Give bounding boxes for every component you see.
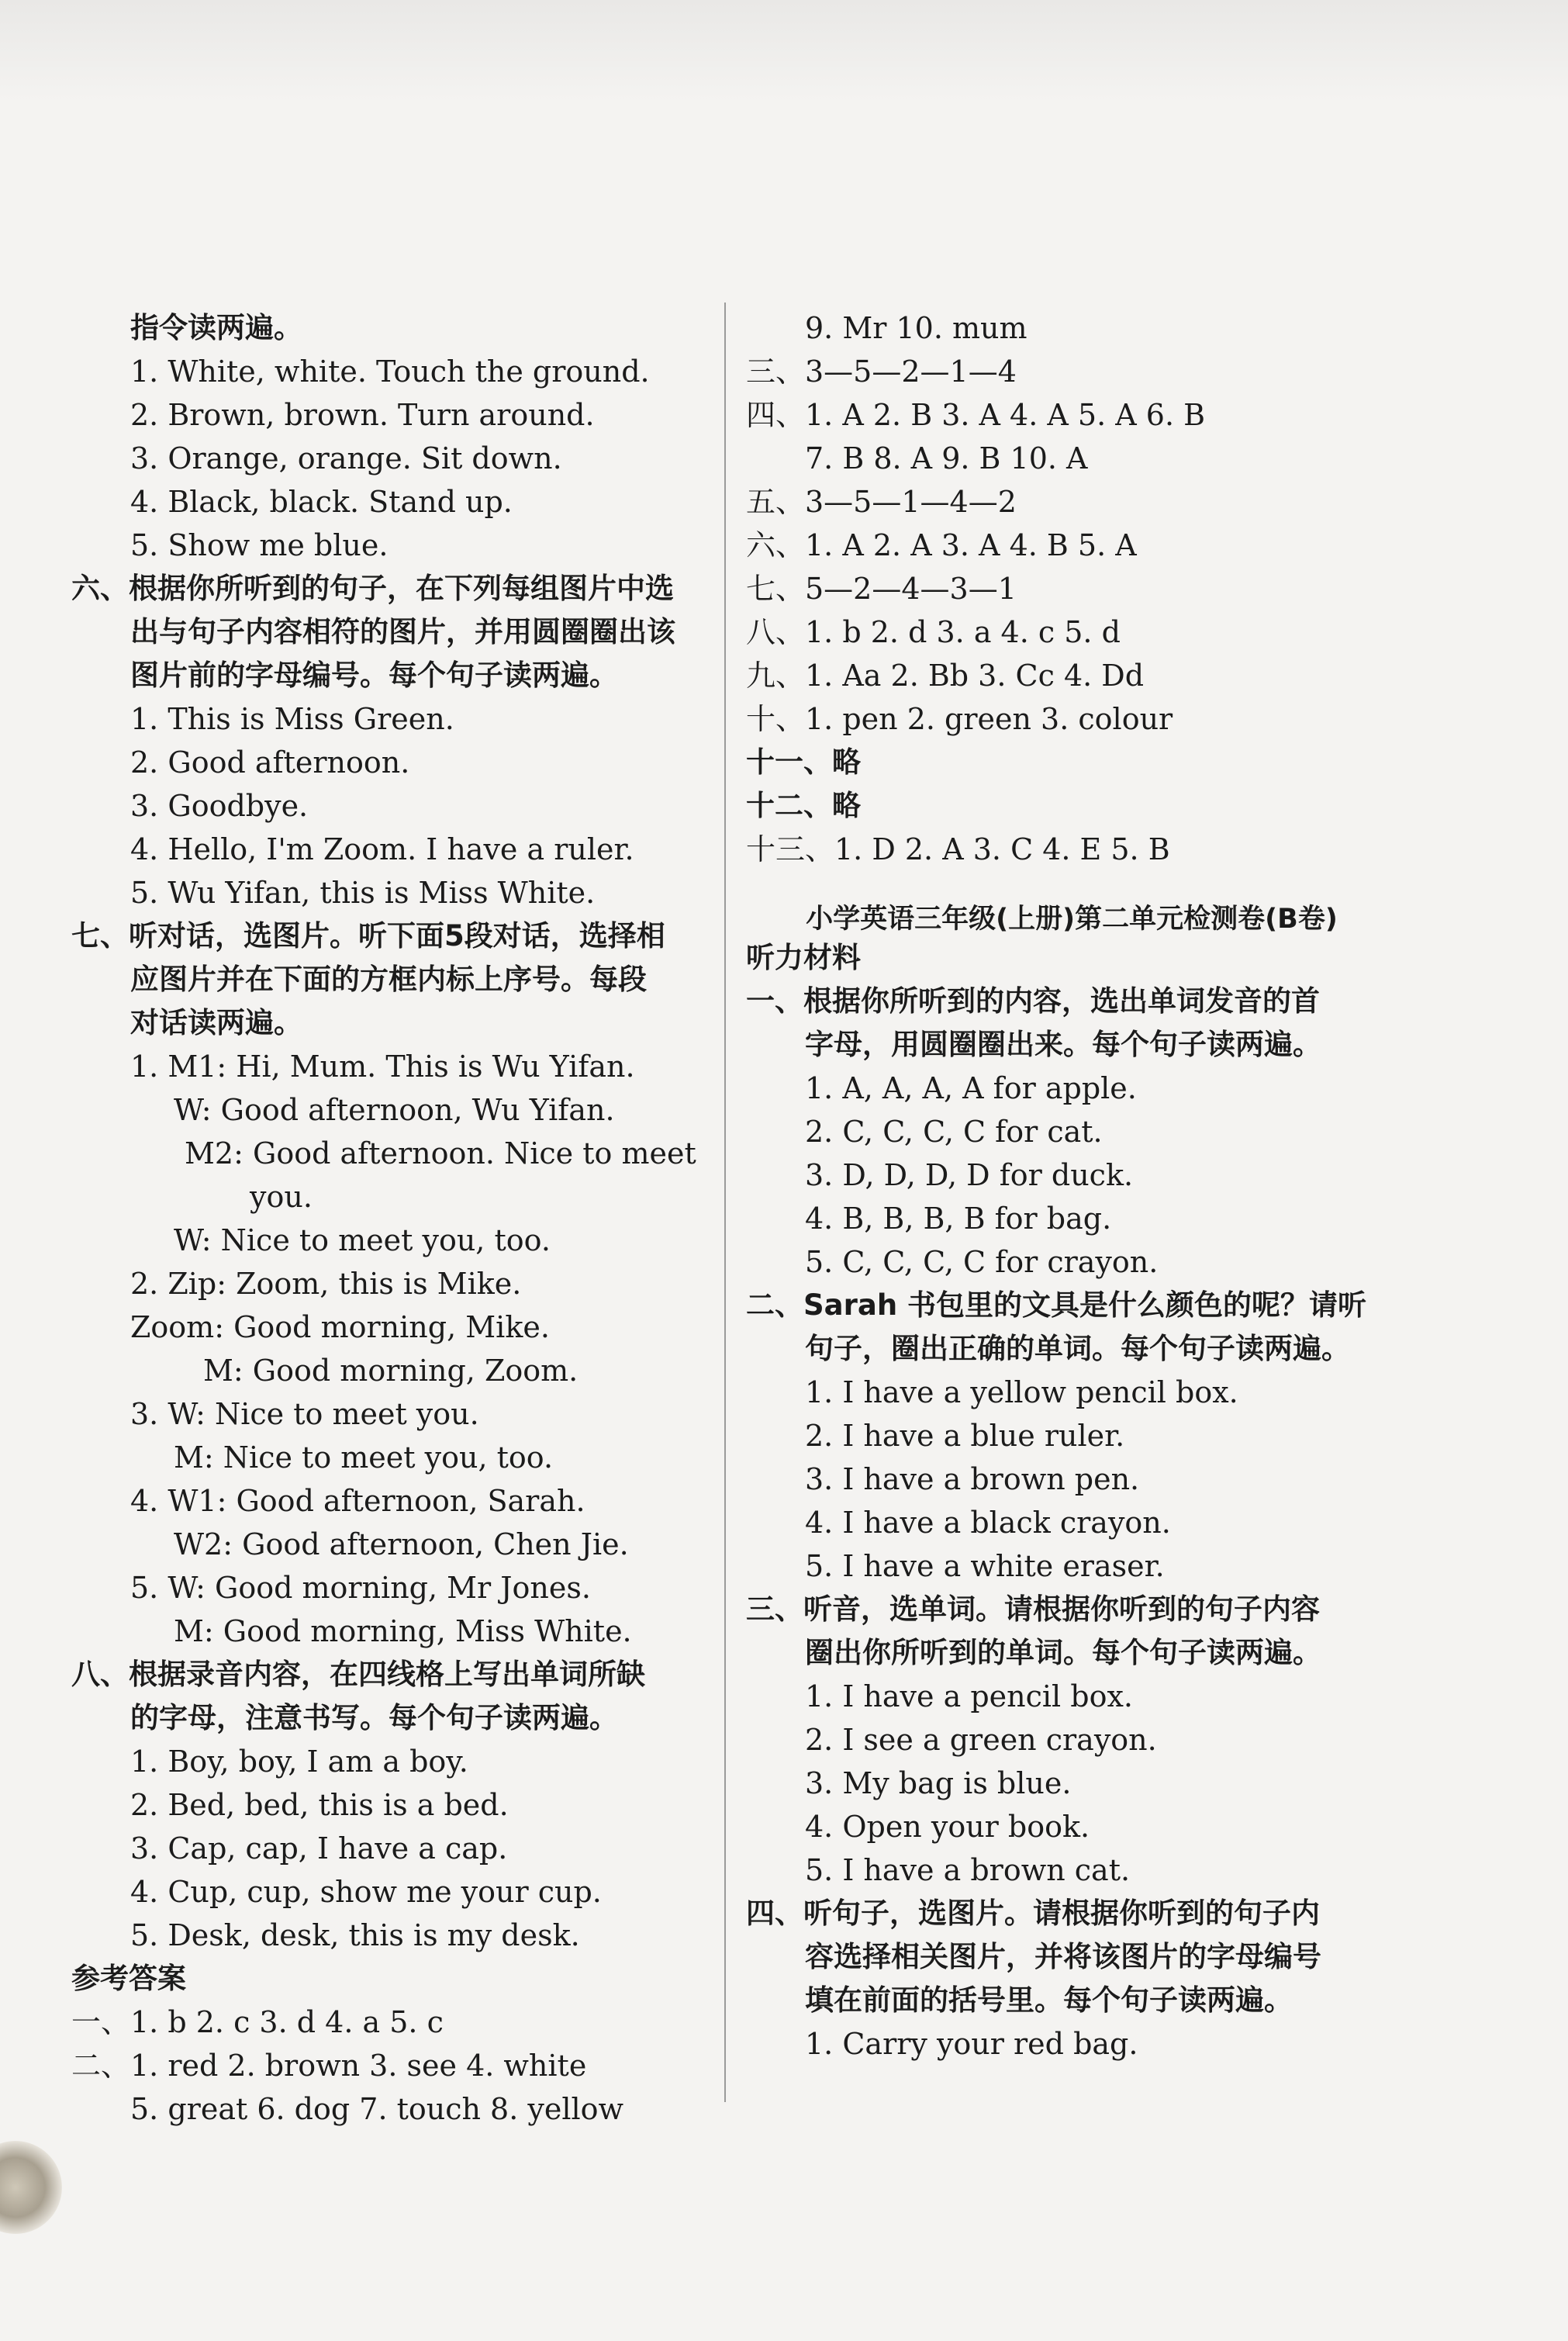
instruction-line: 出与句子内容相符的图片，并用圆圈圈出该 [130,615,675,648]
text-line: 3. D, D, D, D for duck. [805,1158,1134,1192]
text-line: 八、1. b 2. d 3. a 4. c 5. d [746,615,1121,649]
instruction-line: 填在前面的括号里。每个句子读两遍。 [805,1983,1293,2017]
text-line: 1. Boy, boy, I am a boy. [130,1745,468,1779]
corner-decoration [0,2141,62,2234]
instruction-line: 二、Sarah 书包里的文具是什么颜色的呢？请听 [746,1288,1367,1322]
instruction-line: 句子，圈出正确的单词。每个句子读两遍。 [805,1332,1350,1365]
instruction-line: 三、听音，选单词。请根据你听到的句子内容 [746,1592,1320,1626]
text-line: 2. Zip: Zoom, this is Mike. [130,1267,522,1301]
text-line: 1. Carry your red bag. [805,2027,1138,2061]
text-line: 1. I have a yellow pencil box. [805,1375,1238,1409]
text-line: M: Nice to meet you, too. [174,1440,554,1475]
text-line: 4. Cup, cup, show me your cup. [130,1875,602,1909]
text-line: 4. Black, black. Stand up. [130,485,513,519]
instruction-line: 一、根据你所听到的内容，选出单词发音的首 [746,984,1320,1018]
text-line: Zoom: Good morning, Mike. [130,1310,550,1344]
text-line: M2: Good afternoon. Nice to meet [185,1136,696,1170]
instruction-line: 指令读两遍。 [130,311,302,344]
instruction-line: 图片前的字母编号。每个句子读两遍。 [130,659,618,692]
text-line: 六、1. A 2. A 3. A 4. B 5. A [746,528,1137,562]
instruction-line: 字母，用圆圈圈出来。每个句子读两遍。 [805,1028,1321,1061]
text-line: 四、1. A 2. B 3. A 4. A 5. A 6. B [746,398,1206,432]
instruction-line: 十二、略 [746,789,861,822]
text-line: 3. I have a brown pen. [805,1462,1140,1496]
text-line: 1. White, white. Touch the ground. [130,354,650,389]
text-line: 七、5—2—4—3—1 [746,572,1017,606]
text-line: 五、3—5—1—4—2 [746,485,1017,519]
instruction-line: 参考答案 [71,1962,186,1995]
text-line: 5. C, C, C, C for crayon. [805,1245,1159,1279]
page-top-shade [0,0,1568,101]
text-line: 5. Desk, desk, this is my desk. [130,1918,580,1952]
text-line: 2. Bed, bed, this is a bed. [130,1788,509,1822]
text-line: 十三、1. D 2. A 3. C 4. E 5. B [746,832,1170,866]
text-line: 3. W: Nice to meet you. [130,1397,479,1431]
text-line: 4. Open your book. [805,1810,1090,1844]
text-line: M: Good morning, Zoom. [203,1354,579,1388]
text-line: 一、1. b 2. c 3. d 4. a 5. c [71,2005,444,2039]
text-line: 2. C, C, C, C for cat. [805,1115,1103,1149]
text-line: 3. Orange, orange. Sit down. [130,441,562,475]
text-line: 2. I see a green crayon. [805,1723,1157,1757]
text-line: 9. Mr 10. mum [805,311,1027,345]
text-line: 3. Goodbye. [130,789,309,823]
text-line: 4. B, B, B, B for bag. [805,1202,1112,1236]
text-line: 5. I have a white eraser. [805,1549,1165,1583]
text-line: 5. W: Good morning, Mr Jones. [130,1571,591,1605]
text-line: 3. Cap, cap, I have a cap. [130,1831,508,1866]
section-heading: 小学英语三年级(上册)第二单元检测卷(B卷) [806,904,1338,935]
instruction-line: 七、听对话，选图片。听下面5段对话，选择相 [71,919,665,953]
text-line: 4. I have a black crayon. [805,1506,1171,1540]
text-line: 5. great 6. dog 7. touch 8. yellow [130,2092,624,2126]
text-line: 2. I have a blue ruler. [805,1419,1125,1453]
text-line: 4. Hello, I'm Zoom. I have a ruler. [130,832,634,866]
text-line: 5. Wu Yifan, this is Miss White. [130,876,596,910]
text-line: 2. Brown, brown. Turn around. [130,398,595,432]
text-line: 十、1. pen 2. green 3. colour [746,702,1173,736]
text-line: 九、1. Aa 2. Bb 3. Cc 4. Dd [746,659,1145,693]
text-line: 1. A, A, A, A for apple. [805,1071,1137,1105]
instruction-line: 十一、略 [746,745,861,779]
instruction-line: 圈出你所听到的单词。每个句子读两遍。 [805,1636,1321,1669]
instruction-line: 对话读两遍。 [130,1006,302,1039]
instruction-line: 八、根据录音内容，在四线格上写出单词所缺 [71,1658,645,1691]
instruction-line: 应图片并在下面的方框内标上序号。每段 [130,963,647,996]
text-line: W: Good afternoon, Wu Yifan. [174,1093,615,1127]
text-line: 5. I have a brown cat. [805,1853,1131,1887]
text-line: 1. M1: Hi, Mum. This is Wu Yifan. [130,1049,635,1084]
column-divider [724,303,726,2102]
instruction-line: 容选择相关图片，并将该图片的字母编号 [805,1940,1321,1973]
instruction-line: 六、根据你所听到的句子，在下列每组图片中选 [71,572,674,605]
text-line: 7. B 8. A 9. B 10. A [805,441,1088,475]
text-line: W: Nice to meet you, too. [174,1223,551,1257]
text-line: 5. Show me blue. [130,528,389,562]
text-line: 1. This is Miss Green. [130,702,454,736]
right-column [746,306,1397,2066]
text-line: 3. My bag is blue. [805,1766,1072,1800]
instruction-line: 的字母，注意书写。每个句子读两遍。 [130,1701,618,1734]
text-line: 2. Good afternoon. [130,745,410,780]
instruction-line: 四、听句子，选图片。请根据你听到的句子内 [746,1897,1320,1930]
text-line: W2: Good afternoon, Chen Jie. [174,1527,629,1561]
text-line: M: Good morning, Miss White. [174,1614,632,1648]
text-line: you. [250,1180,313,1214]
left-column [71,306,723,2131]
instruction-line: 听力材料 [746,941,861,974]
text-line: 1. I have a pencil box. [805,1679,1133,1713]
text-line: 二、1. red 2. brown 3. see 4. white [71,2049,587,2083]
text-line: 三、3—5—2—1—4 [746,354,1017,389]
text-line: 4. W1: Good afternoon, Sarah. [130,1484,585,1518]
